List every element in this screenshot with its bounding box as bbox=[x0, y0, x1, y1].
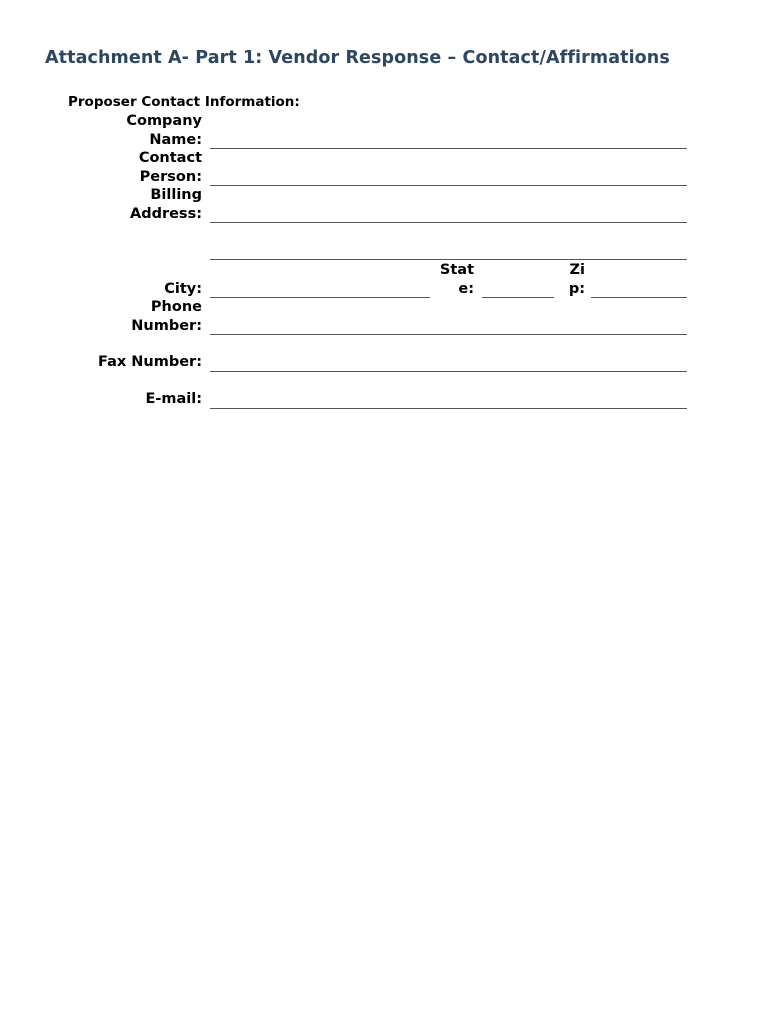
company-name-label-line2: Name: bbox=[149, 131, 202, 148]
fax-number-field-line[interactable] bbox=[210, 371, 687, 372]
billing-address-label-line1: Billing bbox=[150, 187, 202, 203]
fax-number-label: Fax Number: bbox=[98, 354, 202, 370]
zip-label-line2: p: bbox=[568, 280, 585, 297]
company-name-label bbox=[126, 112, 202, 149]
billing-address-label bbox=[130, 186, 202, 223]
zip-label bbox=[569, 261, 585, 298]
company-name-label-line1: Company bbox=[126, 113, 202, 129]
email-label: E-mail: bbox=[145, 391, 202, 407]
company-name-field-line[interactable] bbox=[210, 148, 687, 149]
phone-number-label bbox=[131, 298, 202, 335]
contact-person-label-line2: Person: bbox=[139, 168, 202, 185]
city-label: City: bbox=[164, 281, 202, 297]
state-label-line1: Stat bbox=[439, 262, 474, 278]
phone-number-label-line1: Phone bbox=[150, 299, 202, 315]
state-label-line2: e: bbox=[458, 280, 474, 297]
billing-address-label-line2: Address: bbox=[129, 205, 202, 222]
document-title: Attachment A- Part 1: Vendor Response – Contact/Affirmations bbox=[45, 48, 670, 68]
phone-number-field-line[interactable] bbox=[210, 334, 687, 335]
email-field-line[interactable] bbox=[210, 408, 687, 409]
zip-field-line[interactable] bbox=[591, 297, 687, 298]
contact-person-label-line1: Contact bbox=[138, 150, 202, 166]
city-field-line[interactable] bbox=[210, 297, 430, 298]
state-label bbox=[440, 261, 474, 298]
state-field-line[interactable] bbox=[482, 297, 554, 298]
zip-label-line1: Zi bbox=[569, 262, 585, 278]
contact-person-label bbox=[139, 149, 202, 186]
billing-address-field-line-1[interactable] bbox=[210, 222, 687, 223]
contact-person-field-line[interactable] bbox=[210, 185, 687, 186]
section-label-proposer-contact: Proposer Contact Information: bbox=[68, 94, 300, 110]
phone-number-label-line2: Number: bbox=[131, 317, 202, 334]
billing-address-field-line-2[interactable] bbox=[210, 259, 687, 260]
